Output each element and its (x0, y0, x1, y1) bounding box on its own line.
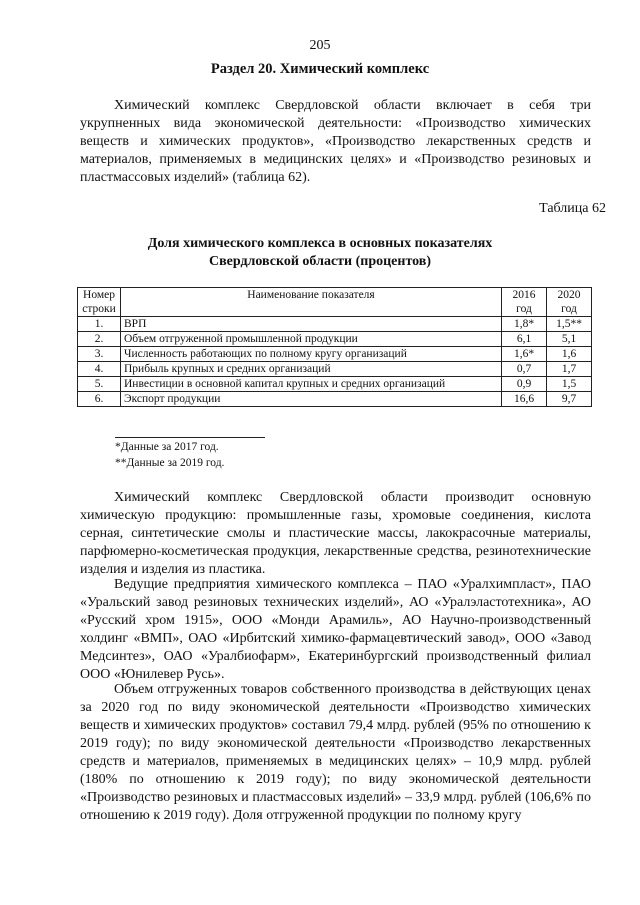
header-year-2020 (547, 288, 592, 317)
row-value-2020: 9,7 (547, 392, 592, 407)
header-year-2016 (502, 288, 547, 317)
section-title: Раздел 20. Химический комплекс (210, 61, 430, 77)
table-row (78, 317, 592, 332)
row-value-2016: 1,8* (502, 317, 547, 332)
row-value-2020: 1,6 (547, 347, 592, 362)
row-value-2020: 1,7 (547, 362, 592, 377)
indicators-table (77, 287, 592, 407)
paragraph-intro: Химический комплекс Свердловской области включает в себя три укрупненных вида экономической деятельности: «Производство химических веществ и химических продуктов», «Производство лекарственных средств и материалов, применяемых в медицинских целях» и «Производство резиновых и пластмассовых изделий» (таблица 62). (80, 98, 591, 185)
table-header-row (78, 288, 592, 317)
row-value-2016: 6,1 (502, 332, 547, 347)
header-2020-line1: 2020 (557, 289, 581, 301)
table-row (78, 347, 592, 362)
row-name: Инвестиции в основной капитал крупных и средних организаций (121, 377, 502, 392)
row-number: 2. (78, 332, 121, 347)
header-row-number (78, 288, 121, 317)
row-name: Прибыль крупных и средних организаций (121, 362, 502, 377)
paragraph-shipments: Объем отгруженных товаров собственного производства в действующих ценах за 2020 год по виду экономической деятельности «Производство химических веществ и химических продуктов» составил 79,4 млрд. рублей (95% по отношению к 2019 году); по виду экономической деятельности «Производство лекарственных средств и материалов, применяемых в медицинских целях» – 10,9 млрд. рублей (180% по отношению к 2019 году); по виду экономической деятельности «Производство резиновых и пластмассовых изделий» – 33,9 млрд. рублей (106,6% по отношению к 2019 году). Доля отгруженной продукции по полному кругу (80, 682, 591, 823)
row-value-2016: 1,6* (502, 347, 547, 362)
table-row (78, 362, 592, 377)
row-number: 5. (78, 377, 121, 392)
header-num-line1: Номер (83, 289, 115, 301)
row-name: Экспорт продукции (121, 392, 502, 407)
footnote-divider (115, 437, 265, 438)
paragraph-enterprises: Ведущие предприятия химического комплекса – ПАО «Уралхимпласт», ПАО «Уральский завод резиновых технических изделий», АО «Уралэластотехника», АО «Русский хром 1915», ООО «Монди Арамиль», АО Научно-производственный холдинг «ВМП», ОАО «Ирбитский химико-фармацевтический завод», ООО «Завод Медсинтез», ОАО «Уралбиофарм», Екатеринбургский производственный филиал ООО «Юнилевер Русь». (80, 577, 591, 682)
table-caption (0, 235, 640, 271)
row-value-2020: 1,5 (547, 377, 592, 392)
row-value-2016: 0,9 (502, 377, 547, 392)
row-number: 4. (78, 362, 121, 377)
row-value-2020: 1,5** (547, 317, 592, 332)
row-name: Объем отгруженной промышленной продукции (121, 332, 502, 347)
row-value-2016: 16,6 (502, 392, 547, 407)
row-name: ВРП (121, 317, 502, 332)
footnote-2019: **Данные за 2019 год. (115, 457, 225, 469)
paragraph-products: Химический комплекс Свердловской области производит основную химическую продукцию: промышленные газы, хромовые соединения, кислота серная, синтетические смолы и пластические массы, лакокрасочные материалы, парфюмерно-косметическая продукция, лекарственные средства, резинотехнические изделия и изделия из пластика. (80, 490, 591, 577)
header-2016-line2: год (516, 303, 532, 315)
header-2016-line1: 2016 (512, 289, 536, 301)
row-value-2020: 5,1 (547, 332, 592, 347)
page-number: 205 (309, 38, 331, 53)
table-row (78, 392, 592, 407)
header-2020-line2: год (561, 303, 577, 315)
row-name: Численность работающих по полному кругу организаций (121, 347, 502, 362)
table-row (78, 332, 592, 347)
table-caption-line1: Доля химического комплекса в основных показателях (147, 236, 493, 251)
table-row (78, 377, 592, 392)
row-number: 1. (78, 317, 121, 332)
header-indicator-name: Наименование показателя (121, 288, 502, 317)
table-label: Таблица 62 (539, 201, 606, 216)
row-number: 3. (78, 347, 121, 362)
row-value-2016: 0,7 (502, 362, 547, 377)
footnote-2017: *Данные за 2017 год. (115, 441, 219, 453)
table-caption-line2: Свердловской области (процентов) (208, 254, 432, 269)
row-number: 6. (78, 392, 121, 407)
header-num-line2: строки (82, 303, 116, 315)
